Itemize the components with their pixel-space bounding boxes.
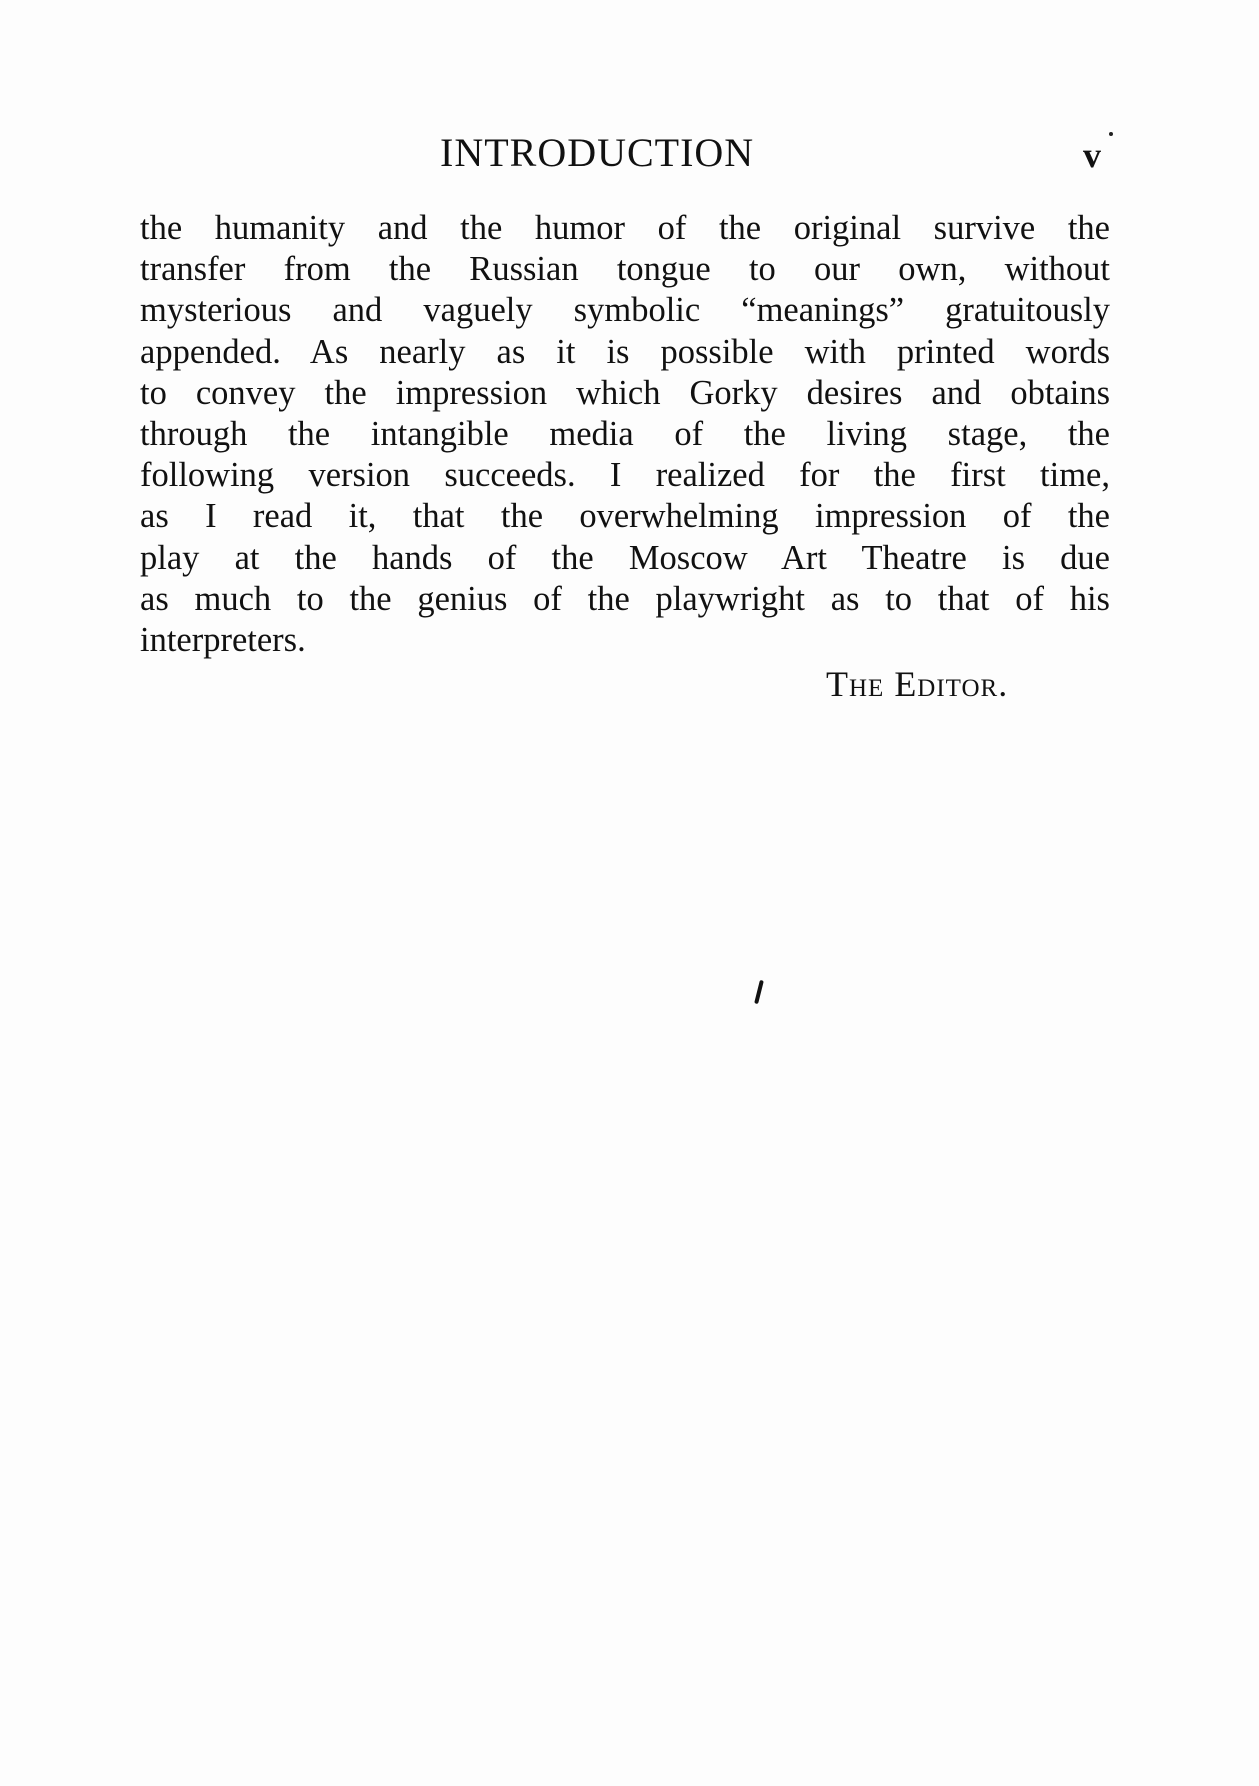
text-line: transfer from the Russian tongue to our own, without — [140, 250, 1110, 289]
text-line: appended. As nearly as it is possible with printed words — [140, 332, 1110, 371]
stray-ink-mark — [754, 980, 764, 1004]
text-line: to convey the impression which Gorky desires and obtains — [140, 373, 1110, 412]
text-line: mysterious and vaguely symbolic “meanings” gratuitously — [140, 291, 1110, 330]
text-line: the humanity and the humor of the original survive the — [140, 209, 1110, 247]
running-head — [0, 128, 1259, 178]
page-number: v — [1083, 135, 1101, 175]
running-title: INTRODUCTION — [440, 130, 755, 175]
text-line: through the intangible media of the living stage, the — [140, 415, 1110, 454]
speck-mark — [1109, 132, 1113, 136]
text-line: play at the hands of the Moscow Art Theatre is due — [140, 538, 1110, 577]
text-line: interpreters. — [140, 621, 306, 660]
body-paragraph — [140, 208, 1110, 661]
text-line: as I read it, that the overwhelming impression of the — [140, 497, 1110, 536]
text-line: as much to the genius of the playwright as to that of his — [140, 579, 1110, 618]
text-line: following version succeeds. I realized for the first time, — [140, 456, 1110, 495]
editor-signature: The Editor. — [826, 664, 1009, 704]
